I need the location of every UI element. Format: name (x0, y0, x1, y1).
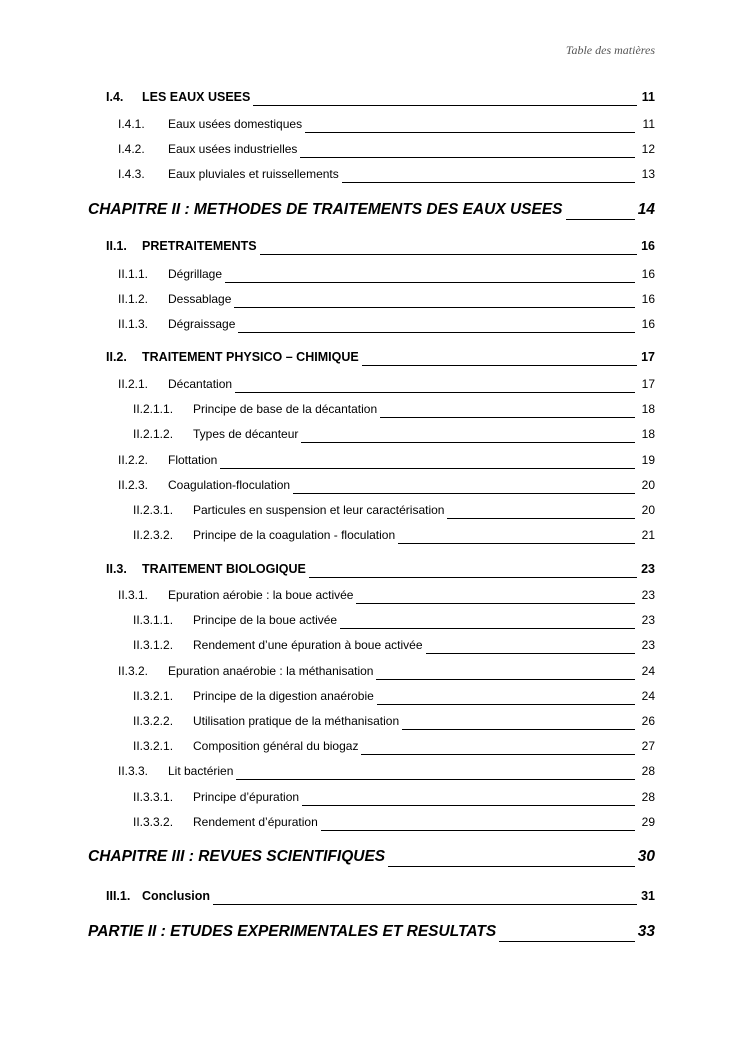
toc-entry-number: II.3.2.1. (133, 739, 174, 753)
toc-page-number: 14 (637, 201, 655, 218)
toc-leader-line (236, 779, 635, 780)
toc-page-number: 31 (641, 889, 655, 903)
toc-entry-title: Eaux usées industrielles (168, 142, 298, 156)
toc-entry-number: II.2.3.2. (133, 528, 174, 542)
toc-page-number: 16 (641, 292, 655, 306)
toc-entry-number: III.1. (106, 889, 131, 903)
toc-leader-line (377, 704, 635, 705)
toc-entry-title: TRAITEMENT PHYSICO – CHIMIQUE (142, 350, 359, 364)
toc-entry-title: Principe d’épuration (193, 790, 300, 804)
toc-page-number: 17 (641, 350, 655, 364)
toc-leader-line (426, 653, 635, 654)
toc-entry-number: II.1.3. (118, 317, 149, 331)
toc-entry-title: LES EAUX USEES (142, 90, 251, 104)
toc-page-number: 28 (641, 790, 655, 804)
toc-leader-line (234, 307, 635, 308)
toc-entry[interactable] (0, 350, 745, 370)
toc-entry-title: Coagulation-floculation (168, 478, 291, 492)
toc-page-number: 29 (641, 815, 655, 829)
toc-page-number: 24 (641, 664, 655, 678)
toc-leader-line (302, 805, 635, 806)
toc-leader-line (356, 603, 635, 604)
toc-entry[interactable] (0, 764, 745, 784)
toc-entry-number: II.3.2.1. (133, 689, 174, 703)
toc-entry-title: Composition général du biogaz (193, 739, 359, 753)
toc-entry[interactable] (0, 562, 745, 582)
toc-entry-number: I.4.2. (118, 142, 145, 156)
toc-entry[interactable] (0, 292, 745, 312)
toc-entry[interactable] (0, 167, 745, 187)
toc-entry-title: Flottation (168, 453, 218, 467)
toc-page-number: 13 (641, 167, 655, 181)
toc-entry[interactable] (0, 427, 745, 447)
toc-entry-title: PRETRAITEMENTS (142, 239, 257, 253)
toc-page-number: 19 (641, 453, 655, 467)
toc-entry-title: CHAPITRE II : METHODES DE TRAITEMENTS DES EAUX USEES (88, 201, 563, 218)
toc-leader-line (380, 417, 635, 418)
toc-leader-line (220, 468, 635, 469)
toc-leader-line (340, 628, 635, 629)
toc-entry-title: PARTIE II : ETUDES EXPERIMENTALES ET RESULTATS (88, 923, 497, 940)
toc-entry[interactable] (0, 90, 745, 110)
toc-entry-title: Lit bactérien (168, 764, 234, 778)
toc-entry[interactable] (0, 739, 745, 759)
toc-leader-line (300, 157, 635, 158)
page-header: Table des matières (565, 43, 655, 57)
toc-page-number: 28 (641, 764, 655, 778)
toc-entry-number: II.3.1.2. (133, 638, 174, 652)
toc-entry-title: CHAPITRE III : REVUES SCIENTIFIQUES (88, 848, 386, 865)
toc-entry-title: Types de décanteur (193, 427, 299, 441)
toc-entry[interactable] (0, 453, 745, 473)
toc-entry[interactable] (0, 377, 745, 397)
toc-chapter-entry[interactable] (0, 848, 745, 872)
toc-entry[interactable] (0, 815, 745, 835)
toc-page-number: 16 (641, 317, 655, 331)
toc-leader-line (566, 219, 635, 220)
toc-leader-line (398, 543, 635, 544)
toc-entry[interactable] (0, 239, 745, 259)
toc-leader-line (388, 866, 635, 867)
toc-leader-line (499, 941, 635, 942)
toc-entry-title: Rendement d’une épuration à boue activée (193, 638, 423, 652)
toc-leader-line (260, 254, 637, 255)
toc-entry[interactable] (0, 267, 745, 287)
toc-entry-number: II.2.3.1. (133, 503, 174, 517)
toc-entry-title: Principe de la coagulation - floculation (193, 528, 396, 542)
toc-entry[interactable] (0, 613, 745, 633)
toc-page-number: 20 (641, 503, 655, 517)
toc-entry-title: Utilisation pratique de la méthanisation (193, 714, 400, 728)
toc-entry-number: II.1. (106, 239, 127, 253)
toc-entry-number: II.3. (106, 562, 127, 576)
toc-entry-number: II.3.3.1. (133, 790, 174, 804)
toc-page-number: 21 (641, 528, 655, 542)
toc-page-number: 26 (641, 714, 655, 728)
toc-entry[interactable] (0, 889, 745, 909)
toc-leader-line (301, 442, 635, 443)
toc-page-number: 11 (641, 90, 655, 104)
toc-page-number: 23 (641, 588, 655, 602)
toc-entry-number: II.2.1. (118, 377, 149, 391)
toc-entry-number: II.3.1.1. (133, 613, 174, 627)
toc-chapter-entry[interactable] (0, 923, 745, 947)
toc-page-number: 23 (641, 562, 655, 576)
toc-entry-number: II.3.1. (118, 588, 149, 602)
toc-leader-line (376, 679, 635, 680)
toc-page-number: 24 (641, 689, 655, 703)
toc-page-number: 12 (641, 142, 655, 156)
toc-page-number: 20 (641, 478, 655, 492)
toc-entry-title: Décantation (168, 377, 233, 391)
toc-entry[interactable] (0, 714, 745, 734)
toc-entry-number: II.2.3. (118, 478, 149, 492)
toc-entry-title: Principe de la digestion anaérobie (193, 689, 374, 703)
toc-entry[interactable] (0, 478, 745, 498)
toc-page-number: 16 (641, 267, 655, 281)
toc-entry-title: Epuration anaérobie : la méthanisation (168, 664, 374, 678)
toc-entry-title: Dégrillage (168, 267, 223, 281)
toc-entry-title: Dessablage (168, 292, 232, 306)
toc-leader-line (402, 729, 635, 730)
toc-entry[interactable] (0, 528, 745, 548)
toc-entry-number: II.3.2. (118, 664, 149, 678)
toc-entry[interactable] (0, 142, 745, 162)
toc-entry-number: I.4.3. (118, 167, 145, 181)
toc-leader-line (447, 518, 635, 519)
toc-entry[interactable] (0, 117, 745, 137)
toc-leader-line (361, 754, 635, 755)
toc-page-number: 17 (641, 377, 655, 391)
toc-entry-number: I.4. (106, 90, 124, 104)
toc-entry-title: Eaux usées domestiques (168, 117, 303, 131)
toc-page-number: 23 (641, 638, 655, 652)
toc-entry-number: I.4.1. (118, 117, 145, 131)
toc-entry-number: II.3.3.2. (133, 815, 174, 829)
toc-entry[interactable] (0, 689, 745, 709)
toc-leader-line (362, 365, 637, 366)
toc-leader-line (293, 493, 635, 494)
toc-page-number: 33 (637, 923, 655, 940)
toc-leader-line (342, 182, 635, 183)
toc-leader-line (305, 132, 635, 133)
toc-leader-line (309, 577, 637, 578)
toc-page-number: 11 (642, 117, 655, 131)
toc-entry-title: Eaux pluviales et ruissellements (168, 167, 339, 181)
toc-entry[interactable] (0, 664, 745, 684)
toc-entry[interactable] (0, 402, 745, 422)
toc-entry-number: II.1.2. (118, 292, 149, 306)
toc-entry-title: Conclusion (142, 889, 211, 903)
toc-leader-line (321, 830, 635, 831)
toc-leader-line (213, 904, 637, 905)
toc-leader-line (225, 282, 635, 283)
toc-entry[interactable] (0, 317, 745, 337)
toc-leader-line (253, 105, 637, 106)
toc-page-number: 23 (641, 613, 655, 627)
toc-page-number: 18 (641, 402, 655, 416)
toc-chapter-entry[interactable] (0, 201, 745, 225)
toc-entry-number: II.2.1.2. (133, 427, 174, 441)
toc-entry-number: II.2.1.1. (133, 402, 174, 416)
toc-entry-number: II.2.2. (118, 453, 149, 467)
toc-entry-title: TRAITEMENT BIOLOGIQUE (142, 562, 306, 576)
toc-entry[interactable] (0, 790, 745, 810)
toc-entry-number: II.3.2.2. (133, 714, 174, 728)
toc-leader-line (238, 332, 635, 333)
toc-page-number: 18 (641, 427, 655, 441)
toc-leader-line (235, 392, 635, 393)
toc-entry-title: Dégraissage (168, 317, 236, 331)
toc-page-number: 30 (637, 848, 655, 865)
toc-entry-title: Rendement d’épuration (193, 815, 318, 829)
toc-entry-title: Epuration aérobie : la boue activée (168, 588, 354, 602)
toc-entry-title: Principe de base de la décantation (193, 402, 378, 416)
toc-entry-number: II.3.3. (118, 764, 149, 778)
toc-entry-number: II.1.1. (118, 267, 149, 281)
toc-entry[interactable] (0, 638, 745, 658)
toc-entry-title: Principe de la boue activée (193, 613, 338, 627)
toc-page-number: 16 (641, 239, 655, 253)
toc-entry[interactable] (0, 503, 745, 523)
toc-entry[interactable] (0, 588, 745, 608)
toc-page-number: 27 (641, 739, 655, 753)
toc-entry-number: II.2. (106, 350, 127, 364)
toc-entry-title: Particules en suspension et leur caractérisation (193, 503, 445, 517)
